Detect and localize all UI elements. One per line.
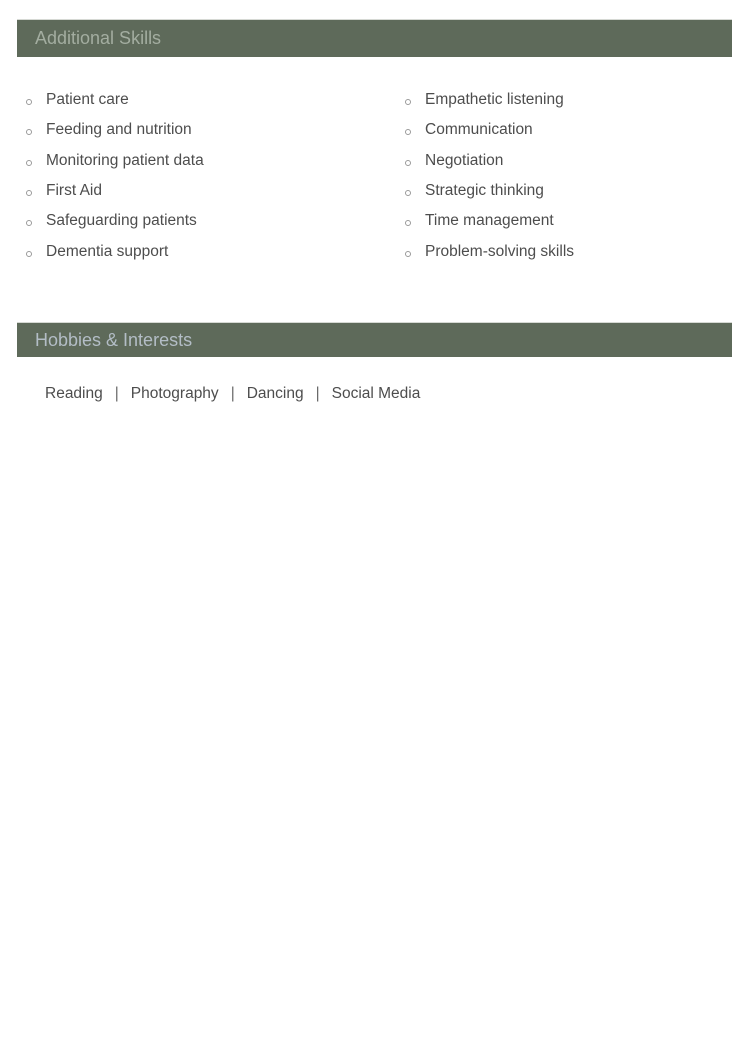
bullet-circle-icon	[26, 160, 32, 166]
list-item: Empathetic listening	[405, 85, 574, 115]
bullet-circle-icon	[405, 220, 411, 226]
list-item: Feeding and nutrition	[26, 115, 204, 145]
bullet-circle-icon	[405, 99, 411, 105]
list-item: First Aid	[26, 176, 204, 206]
hobby-item: Dancing	[246, 385, 304, 402]
bullet-circle-icon	[26, 220, 32, 226]
list-item: Time management	[405, 206, 574, 236]
bullet-circle-icon	[405, 190, 411, 196]
hobby-item: Photography	[130, 385, 219, 402]
bullet-circle-icon	[405, 160, 411, 166]
additional-skills-header	[17, 19, 732, 57]
hobby-item: Social Media	[331, 385, 421, 402]
list-item: Patient care	[26, 85, 204, 115]
bullet-circle-icon	[405, 251, 411, 257]
list-item: Safeguarding patients	[26, 206, 204, 236]
skills-list-right	[405, 85, 574, 267]
hobby-item: Reading	[45, 385, 103, 402]
separator: |	[114, 385, 119, 402]
list-item: Strategic thinking	[405, 176, 574, 206]
hobbies-interests-header	[17, 322, 732, 357]
list-item: Dementia support	[26, 236, 204, 266]
skills-list-left	[26, 85, 204, 267]
bullet-circle-icon	[26, 129, 32, 135]
bullet-circle-icon	[26, 190, 32, 196]
bullet-circle-icon	[405, 129, 411, 135]
section-title: Additional Skills	[35, 28, 162, 48]
bullet-circle-icon	[26, 99, 32, 105]
section-title: Hobbies & Interests	[35, 329, 193, 350]
list-item: Communication	[405, 115, 574, 145]
list-item: Monitoring patient data	[26, 146, 204, 176]
separator: |	[315, 385, 320, 402]
bullet-circle-icon	[26, 251, 32, 257]
hobbies-list	[45, 385, 420, 403]
list-item: Negotiation	[405, 146, 574, 176]
list-item: Problem-solving skills	[405, 236, 574, 266]
separator: |	[230, 385, 235, 402]
